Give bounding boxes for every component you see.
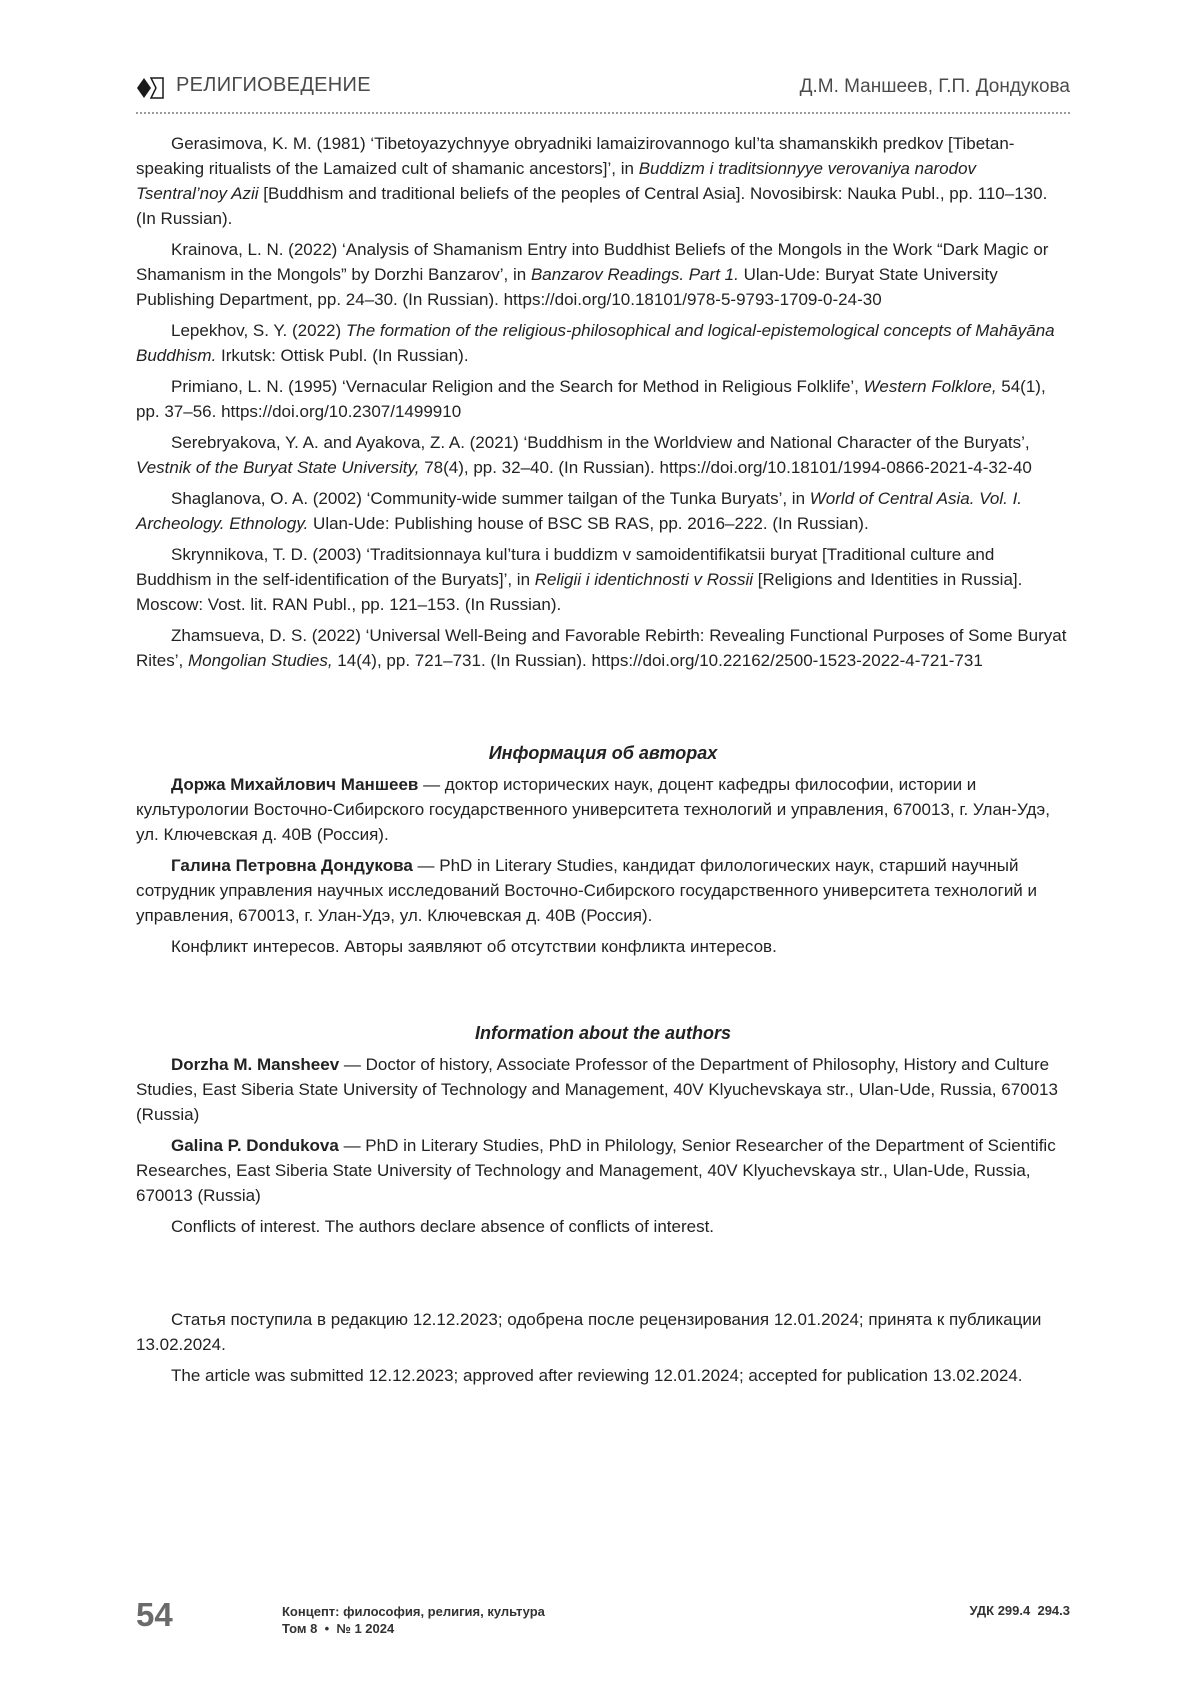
reference-text: 14(4), pp. 721–731. (In Russian). https://doi.org/10.22162/2500-1523-2022-4-721-731 — [332, 651, 983, 670]
reference-text: Ulan-Ude: Buryat State University Publishing Department, pp. 24–30. (In Russian). https://doi.org/10.18101/978-5-9793-1709-0-24-30 — [136, 265, 998, 309]
reference-source-title: Buddizm i traditsionnyye verovaniya narodov Tsentral’noy Azii — [136, 159, 977, 203]
conflict-en: Conflicts of interest. The authors declare absence of conflicts of interest. — [171, 1217, 715, 1236]
reference-source-title: Religii i identichnosti v Rossii — [534, 570, 754, 589]
page-header — [136, 74, 1070, 116]
section-title: РЕЛИГИОВЕДЕНИЕ — [176, 74, 371, 96]
reference-text: Ulan-Ude: Publishing house of BSC SB RAS, pp. 2016–222. (In Russian). — [308, 514, 869, 533]
reference-source-title: Vestnik of the Buryat State University, — [136, 458, 420, 477]
reference-text: 78(4), pp. 32–40. (In Russian). https://doi.org/10.18101/1994-0866-2021-4-32-40 — [419, 458, 1032, 477]
reference-text: 54(1), pp. 37–56. https://doi.org/10.2307/1499910 — [136, 377, 1046, 421]
running-authors: Д.М. Маншеев, Г.П. Дондукова — [799, 76, 1070, 97]
author-en-1-name: Dorzha M. Mansheev — [171, 1055, 340, 1074]
author-en-1-text: — Doctor of history, Associate Professor of the Department of Philosophy, History and Culture Studies, East Siberia State University of Technology and Management, 40V Klyuchevskaya str., Ulan-Ude, Russia, 670013 (Russia) — [136, 1055, 1058, 1124]
journal-issue: Том 8 • № 1 2024 — [282, 1621, 395, 1636]
reference-item — [136, 542, 1070, 617]
header-divider — [136, 112, 1070, 114]
udc-code: УДК 299.4 294.3 — [969, 1603, 1070, 1618]
reference-text: [Buddhism and traditional beliefs of the peoples of Central Asia]. Novosibirsk: Nauka Publ., pp. 110–130. (In Russian). — [136, 184, 1048, 228]
reference-text: Shaglanova, O. A. (2002) ‘Community-wide summer tailgan of the Tunka Buryats’, in — [171, 489, 810, 508]
reference-item — [136, 623, 1070, 673]
author-en-2-text: — PhD in Literary Studies, PhD in Philology, Senior Researcher of the Department of Scientific Researches, East Siberia State University of Technology and Management, 40V Klyuchevskaya str., Ulan-Ude, Russia, 670013 (Russia) — [136, 1136, 1056, 1205]
page-number: 54 — [136, 1596, 173, 1633]
reference-text: Irkutsk: Ottisk Publ. (In Russian). — [216, 346, 469, 365]
dates-section — [136, 1307, 1070, 1388]
reference-source-title: Mongolian Studies, — [187, 651, 333, 670]
reference-item — [136, 486, 1070, 536]
reference-text: Krainova, L. N. (2022) ‘Analysis of Shamanism Entry into Buddhist Beliefs of the Mongols in the Work “Dark Magic or Shamanism in the Mongols” by Dorzhi Banzarov’, in — [136, 240, 1049, 284]
reference-text: Gerasimova, K. M. (1981) ‘Tibetoyazychnyye obryadniki lamaizirovannogo kul’ta shamanskikh predkov [Tibetan-speaking ritualists of the Lamaized cult of shamanic ancestors]’, in — [136, 134, 1015, 178]
author-en-2 — [136, 1133, 1070, 1208]
reference-item — [136, 318, 1070, 368]
reference-source-title: Banzarov Readings. Part 1. — [530, 265, 739, 284]
page-footer — [136, 1596, 1070, 1646]
reference-text: [Religions and Identities in Russia]. Moscow: Vost. lit. RAN Publ., pp. 121–153. (In Russian). — [136, 570, 1023, 614]
dates-en: The article was submitted 12.12.2023; approved after reviewing 12.01.2024; accepted for publication 13.02.2024. — [171, 1366, 1023, 1385]
reference-text: Primiano, L. N. (1995) ‘Vernacular Religion and the Search for Method in Religious Folklife’, — [171, 377, 864, 396]
author-ru-2 — [136, 853, 1070, 928]
reference-item — [136, 131, 1070, 231]
journal-info — [282, 1603, 545, 1637]
reference-item — [136, 374, 1070, 424]
journal-logo-icon — [136, 77, 164, 99]
author-ru-2-text: — PhD in Literary Studies, кандидат филологических наук, старший научный сотрудник управления научных исследований Восточно-Сибирского государственного университета технологий и управления, 670013, г. Улан-Удэ, ул. Ключевская д. 40В (Россия). — [136, 856, 1038, 925]
conflict-ru: Конфликт интересов. Авторы заявляют об отсутствии конфликта интересов. — [171, 937, 777, 956]
reference-text: Skrynnikova, T. D. (2003) ‘Traditsionnaya kul’tura i buddizm v samoidentifikatsii buryat [Traditional culture and Buddhism in the self-identification of the Buryats]’, in — [136, 545, 995, 589]
dates-ru: Статья поступила в редакцию 12.12.2023; одобрена после рецензирования 12.01.2024; принята к публикации 13.02.2024. — [136, 1310, 1042, 1354]
authors-en-section — [136, 1021, 1070, 1239]
reference-source-title: The formation of the religious-philosophical and logical-epistemological concepts of Mahāyāna Buddhism. — [136, 321, 1055, 365]
reference-list — [136, 131, 1070, 673]
reference-source-title: World of Central Asia. Vol. I. Archeology. Ethnology. — [136, 489, 1023, 533]
authors-en-title: Information about the authors — [475, 1023, 731, 1043]
authors-ru-section — [136, 741, 1070, 959]
reference-item — [136, 237, 1070, 312]
author-ru-1-name: Доржа Михайлович Маншеев — [171, 775, 419, 794]
author-en-1 — [136, 1052, 1070, 1127]
author-ru-1-text: — доктор исторических наук, доцент кафедры философии, истории и культурологии Восточно-Сибирского государственного университета технологий и управления, 670013, г. Улан-Удэ, ул. Ключевская д. 40В (Россия). — [136, 775, 1050, 844]
reference-item — [136, 430, 1070, 480]
journal-title: Концепт: философия, религия, культура — [282, 1604, 545, 1619]
author-ru-1 — [136, 772, 1070, 847]
author-en-2-name: Galina P. Dondukova — [171, 1136, 339, 1155]
reference-text: Serebryakova, Y. A. and Ayakova, Z. A. (2021) ‘Buddhism in the Worldview and National Character of the Buryats’, — [171, 433, 1030, 452]
reference-text: Zhamsueva, D. S. (2022) ‘Universal Well-Being and Favorable Rebirth: Revealing Functional Purposes of Some Buryat Rites’, — [136, 626, 1067, 670]
main-content — [136, 131, 1070, 1394]
author-ru-2-name: Галина Петровна Дондукова — [171, 856, 413, 875]
reference-source-title: Western Folklore, — [863, 377, 997, 396]
reference-text: Lepekhov, S. Y. (2022) — [171, 321, 346, 340]
authors-ru-title: Информация об авторах — [488, 743, 718, 763]
